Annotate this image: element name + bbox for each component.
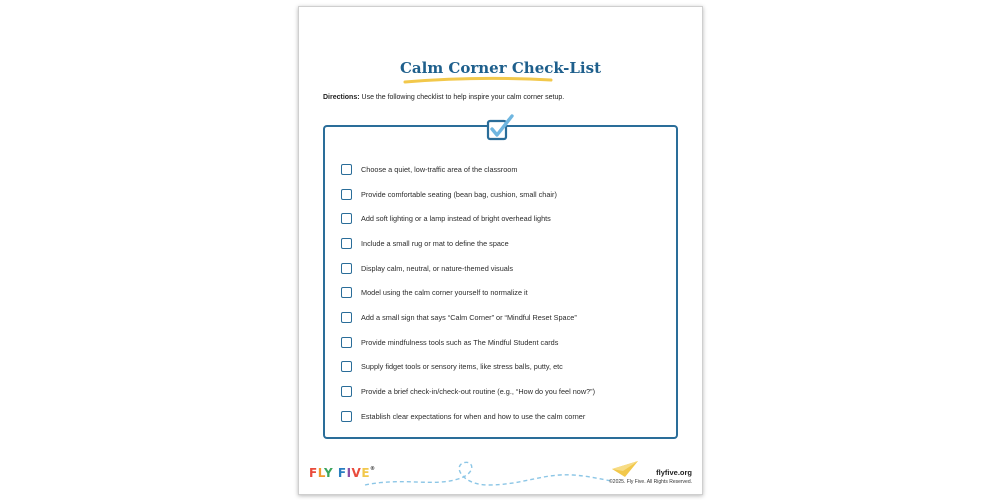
title-underline-swoosh: [403, 76, 553, 84]
checklist-box: [323, 125, 678, 439]
copyright-text: ©2025. Fly Five. All Rights Reserved.: [609, 479, 692, 485]
checkbox[interactable]: [341, 312, 352, 323]
checklist-item-label: Provide a brief check-in/check-out routine (e.g., “How do you feel now?”): [361, 387, 596, 397]
logo-text: FLY FIVE: [309, 466, 371, 480]
checklist-item[interactable]: [341, 355, 666, 380]
checklist-item[interactable]: [341, 305, 666, 330]
checklist-item[interactable]: [341, 231, 666, 256]
checklist-items: [341, 157, 666, 429]
logo-trademark: ®: [370, 466, 376, 472]
checklist-item-label: Supply fidget tools or sensory items, like stress balls, putty, etc: [361, 362, 563, 372]
paper-plane-icon: [611, 459, 639, 479]
checkbox[interactable]: [341, 386, 352, 397]
dashed-flight-path: [363, 455, 613, 495]
checklist-item[interactable]: [341, 256, 666, 281]
worksheet-page: [298, 6, 703, 495]
checklist-item-label: Include a small rug or mat to define the space: [361, 238, 509, 248]
checklist-item[interactable]: [341, 182, 666, 207]
checkbox[interactable]: [341, 164, 352, 175]
page-title: Calm Corner Check-List: [399, 59, 602, 77]
checklist-item-label: Add a small sign that says “Calm Corner” or “Mindful Reset Space”: [361, 312, 577, 322]
checklist-item-label: Establish clear expectations for when and how to use the calm corner: [361, 411, 586, 421]
website-link[interactable]: flyfive.org: [656, 468, 692, 477]
checklist-item[interactable]: [341, 330, 666, 355]
directions-text: [323, 94, 564, 101]
checkbox[interactable]: [341, 238, 352, 249]
checklist-item[interactable]: [341, 206, 666, 231]
checklist-item[interactable]: [341, 404, 666, 429]
checklist-item-label: Display calm, neutral, or nature-themed visuals: [361, 263, 514, 273]
checklist-item[interactable]: [341, 157, 666, 182]
checkbox[interactable]: [341, 337, 352, 348]
checkbox[interactable]: [341, 361, 352, 372]
checklist-item-label: Model using the calm corner yourself to normalize it: [361, 288, 528, 298]
checkbox[interactable]: [341, 411, 352, 422]
checkbox[interactable]: [341, 189, 352, 200]
directions-body: Use the following checklist to help inspire your calm corner setup.: [361, 94, 565, 101]
checklist-item[interactable]: [341, 280, 666, 305]
checklist-item-label: Choose a quiet, low-traffic area of the classroom: [361, 164, 518, 174]
checkbox[interactable]: [341, 263, 352, 274]
checked-box-icon: [485, 113, 515, 143]
checklist-item-label: Provide comfortable seating (bean bag, cushion, small chair): [361, 189, 557, 199]
checkbox[interactable]: [341, 287, 352, 298]
checklist-item-label: Add soft lighting or a lamp instead of bright overhead lights: [361, 214, 551, 224]
checklist-item-label: Provide mindfulness tools such as The Mindful Student cards: [361, 337, 559, 347]
checkbox[interactable]: [341, 213, 352, 224]
directions-label: Directions:: [323, 94, 360, 101]
checklist-item[interactable]: [341, 379, 666, 404]
